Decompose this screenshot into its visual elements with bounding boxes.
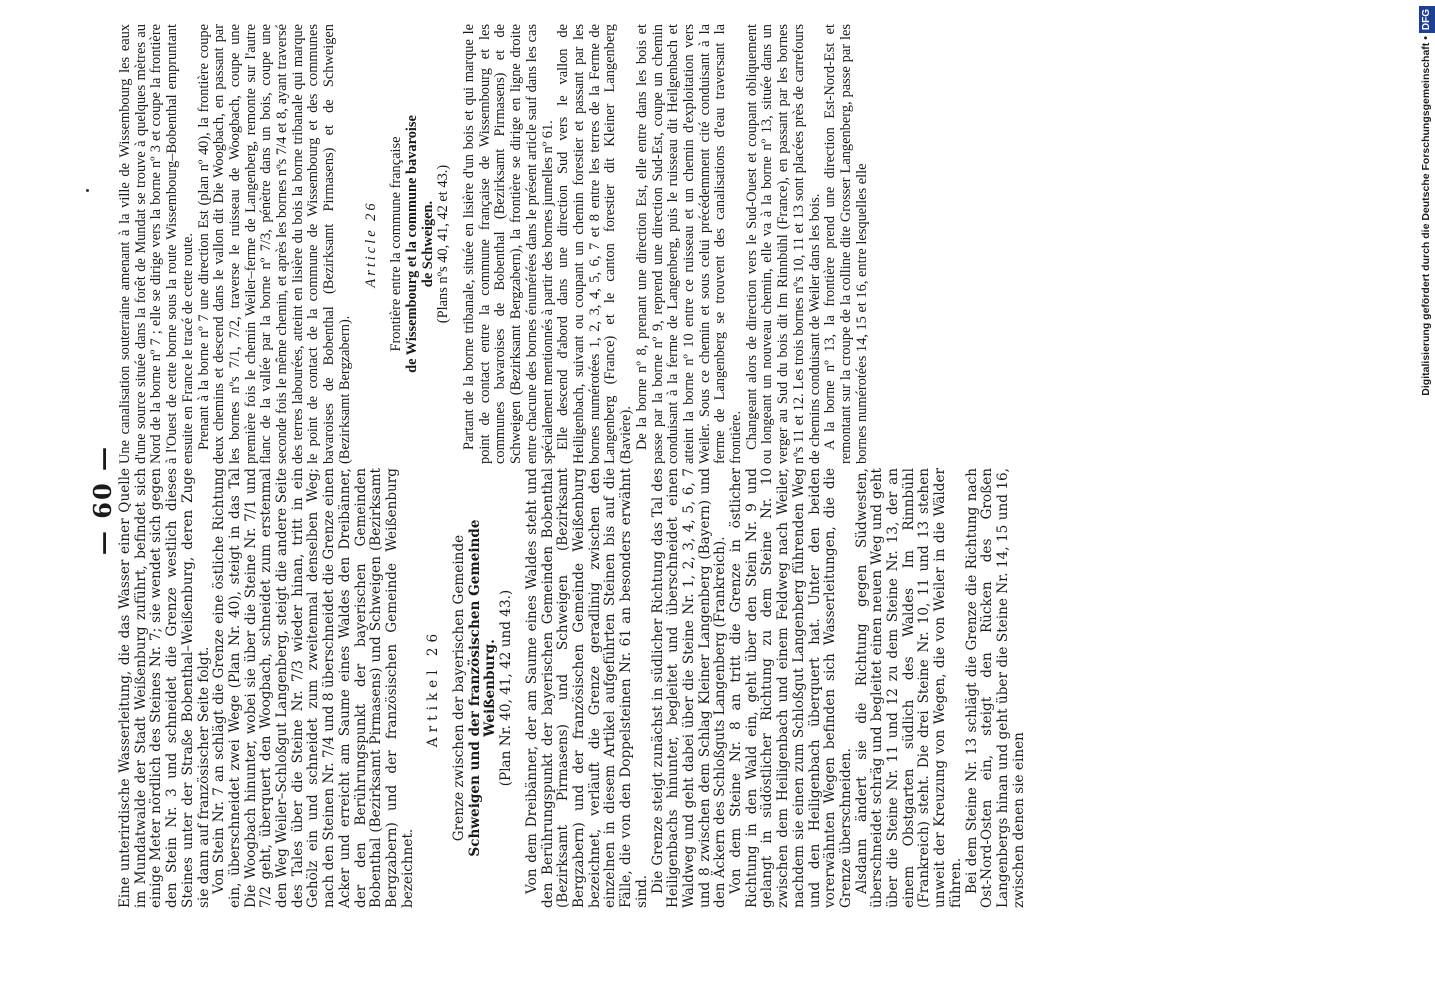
french-column (118, 24, 918, 464)
article-plan-reference: (Plans nºs 40, 41, 42 et 43.) (435, 164, 452, 324)
article-number: Article 26 (362, 200, 379, 288)
article-title-line: Weißenburg. (482, 639, 499, 737)
article-title-line: de Schweigen. (419, 200, 436, 288)
paragraph: Elle descend d'abord dans une direction Sud vers le vallon de Heiligenbach, suivant ou coupant un chemin forestier et passant par les bornes numérotées 1, 2, 3, 4, 5, 6, 7 et 8 entre les terres de la Ferme de Langenberg (France) et le canton forestier dit Kleiner Langenberg (Bavière). (555, 24, 635, 464)
digitization-credit (1418, 0, 1434, 1000)
article-title-line: Schweigen und der französischen Gemeinde (466, 519, 483, 857)
paragraph: Partant de la borne tribanale, située en lisière d'un bois et qui marque le point de contact entre la commune française de Wissembourg et les communes bavaroises de Bobenthal (Bezirksamt Pirmasens) et de Schweigen (Bezirksamt Bergzabern), la frontière se dirige en ligne droite entre chacune des bornes énumérées dans le présent article sauf dans les cas spécialement mentionnés à partir des bornes jumelles nº 61. (461, 24, 556, 464)
paragraph: A la borne nº 13, la frontière prend une direction Est-Nord-Est et remontant sur la croupe de la colline dite Grosser Langenberg, passe par les bornes numérotées 14, 15 et 16, entre lesquelles elle (822, 24, 870, 464)
article-title-line: Grenze zwischen der bayerischen Gemeinde (451, 534, 468, 842)
paragraph: Prenant à la borne nº 7 une direction Est (plan nº 40), la frontière coupe deux chemins et descend dans le vallon dit Die Woogbach, en passant par les bornes nºs 7/1, 7/2, traverse le ruisseau de Woogbach, coupe une première fois le chemin Weiler–ferme de Langenberg, remonte sur l'autre flanc de la vallée par la borne nº 7/3, pénètre dans un bois, coupe une seconde fois le même chemin, et après les bornes nºs 7/4 et 8, ayant traversé des terres labourées, atteint en lisière du bois la borne tribanale qui marque le point de contact de la commune de Wissembourg et des communes bavaroises de Bobenthal (Bezirksamt Pirmasens) et de Schweigen (Bezirksamt Bergzabern). (195, 24, 353, 464)
dfg-logo: DFG (1419, 6, 1435, 33)
paragraph: Une canalisation souterraine amenant à la ville de Wissembourg les eaux d'une source située dans la forêt de Mundat se trouve à quelques mètres au Nord de la borne nº 7 ; elle se dirige vers la borne nº 3 et coupe la frontière à l'Ouest de cette borne sous la route Wissembourg–Bobenthal empruntant ensuite en France le tracé de cette route. (117, 24, 196, 464)
paragraph: Von dem Dreibänner, der am Saume eines Waldes steht und den Berührungspunkt der bayerischen Gemeinden Bobenthal (Bezirksamt Pirmasens) und Schweigen (Bezirksamt Bergzabern) und der französischen Gemeinde Weißenburg bezeichnet, verläuft die Grenze geradlinig zwischen den einzelnen in diesem Artikel aufgeführten Steinen bis auf die Fälle, die von den Doppelsteinen Nr. 61 an besonders erwähnt sind. (523, 468, 650, 908)
paragraph: Alsdann ändert sie die Richtung gegen Südwesten, überschneidet schräg und begleitet einen neuen Weg und geht über die Steine Nr. 11 und 12 zu dem Steine Nr. 13, der an einem Obstgarten südlich des Waldes Im Rinnbühl (Frankreich) steht. Die drei Steine Nr. 10, 11 und 13 stehen unweit der Kreuzung von Wegen, die von Weiler in die Wälder führen. (853, 468, 964, 908)
paragraph: Changeant alors de direction vers le Sud-Ouest et coupant obliquement ou longeant un nouveau chemin, elle va à la borne nº 13, située dans un verger au Sud du bois dit Im Rinnbühl (France), en passant par les bornes nºs 11 et 12. Les trois bornes nºs 10, 11 et 13 sont placées près de carrefours de chemins conduisant de Weiler dans les bois. (743, 24, 823, 464)
paragraph: Bei dem Steine Nr. 13 schlägt die Grenze die Richtung nach Ost-Nord-Osten ein, steigt den Rücken des Großen Langenbergs hinan und geht über die Steine Nr. 14, 15 und 16, zwischen denen sie einen (963, 468, 1027, 908)
article-heading (364, 24, 453, 464)
german-column (117, 468, 1027, 908)
paragraph: Von dem Steine Nr. 8 an tritt die Grenze in östlicher Richtung in den Wald ein, geht über den Stein Nr. 9 und gelangt in südöstlicher Richtung zu dem Steine Nr. 10 zwischen dem Heiligenbach und einem Feldweg nach Weiler, nachdem sie einen zum Schloßgut Langenberg führenden Weg und den Heiligenbach überquert hat. Unter den beiden vorerwähnten Wegen befinden sich Wasserleitungen, die die Grenze überschneiden. (728, 468, 854, 908)
article-title-line: de Wissembourg et la commune bavaroise (403, 115, 420, 373)
credit-text: Digitalisierung gefördert durch die Deutsche Forschungsgemeinschaft • (1420, 36, 1432, 396)
article-plan-reference: (Plan Nr. 40, 41, 42 und 43.) (498, 589, 515, 787)
page-number: — 60 — (88, 444, 117, 556)
scan-speck (86, 189, 89, 192)
paragraph: Eine unterirdische Wasserleitung, die das Wasser einer Quelle im Mundatwalde der Stadt Weißenburg zuführt, befindet sich einige Meter nördlich des Steines Nr. 7; sie wendet sich gegen den Stein Nr. 3 und schneidet die Grenze westlich dieses Steines unter der Straße Bobenthal–Weißenburg, deren Zuge sie dann auf französischer Seite folgt. (117, 468, 212, 908)
paragraph: De la borne nº 8, prenant une direction Est, elle entre dans les bois et passe par la borne nº 9, reprend une direction Sud-Est, coupe un chemin conduisant à la ferme de Langenberg, puis le ruisseau dit Heilgenbach et atteint la borne nº 10 entre ce ruisseau et un chemin d'exploitation vers Weiler. Sous ce chemin et sous celui précédemment cité conduisant à la ferme de Langenberg se trouvent des canalisations d'eau traversant la frontière. (633, 24, 745, 464)
article-number: Artikel 26 (425, 628, 442, 748)
article-title-line: Frontière entre la commune française (388, 136, 405, 352)
article-heading (426, 468, 515, 908)
paragraph: Von Stein Nr. 7 an schlägt die Grenze eine östliche Richtung ein, überschneidet zwei Wege (Plan Nr. 40), steigt in das Tal Die Woogbach hinunter, wobei sie über die Steine Nr. 7/1 und 7/2 geht, überquert den Woogbach, schneidet zum erstenmal den Weg Weiler–Schloßgut Langenberg, steigt die andere Seite des Tales über die Steine Nr. 7/3 wieder hinan, tritt in ein Gehölz ein und schneidet zum zweitenmal denselben Weg; nach den Steinen Nr. 7/4 und 8 überschneidet die Grenze einen Acker und erreicht am Saume eines Waldes den Dreibänner, der den Berührungspunkt der bayerischen Gemeinden Bobenthal (Bezirksamt Pirmasens) und Schweigen (Bezirksamt Bergzabern) und der französischen Gemeinde Weißenburg bezeichnet. (211, 468, 416, 908)
paragraph: Die Grenze steigt zunächst in südlicher Richtung das Tal des Heiligenbachs hinunter, begleitet und überschneidet einen Waldweg und geht dabei über die Steine Nr. 1, 2, 3, 4, 5, 6, 7 und 8 zwischen dem Schlag Kleiner Langenberg (Bayern) und den Äckern des Schloßguts Langenberg (Frankreich). (649, 468, 729, 908)
